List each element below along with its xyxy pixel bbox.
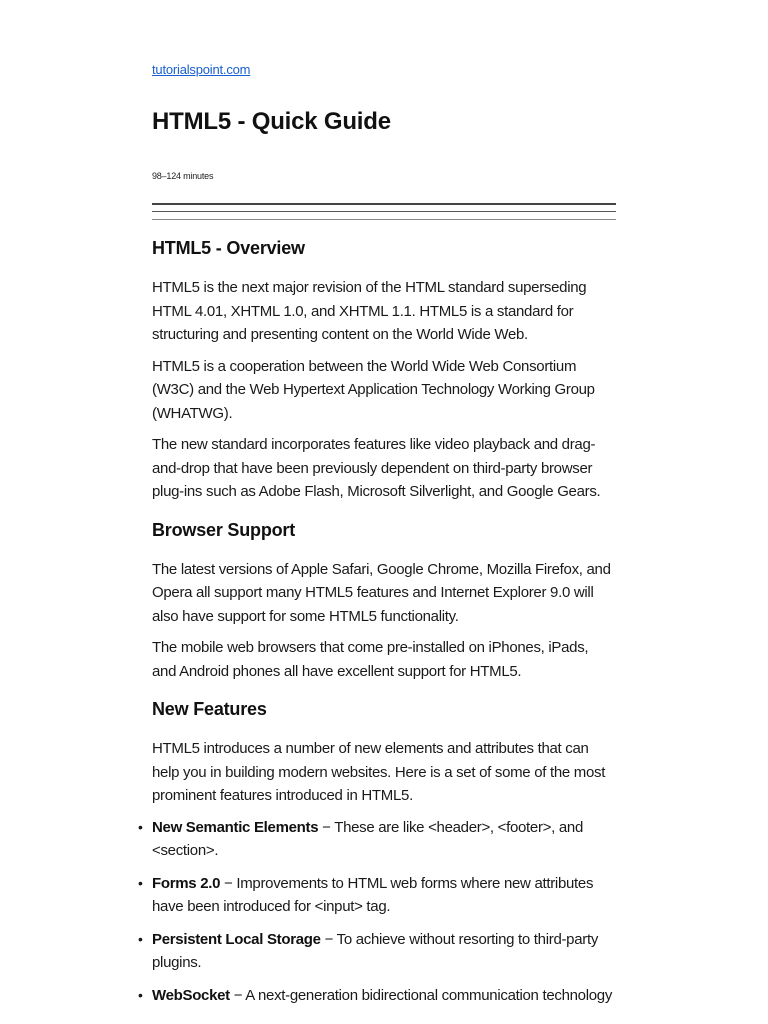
feature-desc: − A next-generation bidirectional communication technology [229, 986, 613, 1004]
list-item [138, 816, 616, 863]
paragraph: HTML5 is the next major revision of the HTML standard superseding HTML 4.01, XHTML 1.0, and XHTML 1.1. HTML5 is a standard for structuring and presenting content on the World Wide Web. [152, 279, 587, 343]
feature-term: New Semantic Elements [152, 818, 319, 836]
section-heading-new-features: New Features [152, 699, 267, 719]
article-body [138, 236, 616, 1016]
section-heading-overview: HTML5 - Overview [152, 238, 305, 258]
bullet-icon: • [138, 930, 143, 947]
paragraph: The new standard incorporates features like video playback and drag-and-drop that have been previously dependent on third-party browser plug-ins such as Adobe Flash, Microsoft Silverlight, and Google Gears. [152, 436, 601, 500]
reading-time: 98–124 minutes [152, 171, 214, 181]
feature-desc: − Improvements to HTML web forms where new attributes have been introduced for <input> tag. [152, 874, 594, 915]
source-link[interactable]: tutorialspoint.com [152, 62, 251, 77]
list-item [138, 984, 616, 1008]
list-item [138, 872, 616, 919]
list-item [138, 928, 616, 975]
feature-term: Forms 2.0 [152, 874, 221, 892]
feature-desc: − These are like <header>, <footer>, and <section>. [152, 818, 583, 859]
bullet-icon: • [138, 874, 143, 891]
divider-line [152, 219, 616, 220]
bullet-icon: • [138, 986, 143, 1003]
paragraph: HTML5 introduces a number of new elements and attributes that can help you in building modern websites. Here is a set of some of the most prominent features introduced in HTML5. [152, 740, 606, 804]
feature-list [138, 816, 616, 1008]
bullet-icon: • [138, 818, 143, 835]
paragraph: The mobile web browsers that come pre-installed on iPhones, iPads, and Android phones all have excellent support for HTML5. [152, 639, 589, 680]
paragraph: The latest versions of Apple Safari, Google Chrome, Mozilla Firefox, and Opera all support many HTML5 features and Internet Explorer 9.0 will also have support for some HTML5 functionality. [152, 560, 611, 625]
divider-line [152, 211, 616, 212]
paragraph: HTML5 is a cooperation between the World Wide Web Consortium (W3C) and the Web Hypertext Application Technology Working Group (WHATWG). [152, 357, 595, 422]
page-title: HTML5 - Quick Guide [152, 108, 391, 135]
divider-line [152, 203, 616, 205]
feature-desc: − To achieve without resorting to third-party plugins. [152, 930, 599, 971]
section-heading-browser-support: Browser Support [152, 519, 296, 540]
feature-term: WebSocket [152, 986, 230, 1004]
feature-term: Persistent Local Storage [152, 930, 321, 948]
